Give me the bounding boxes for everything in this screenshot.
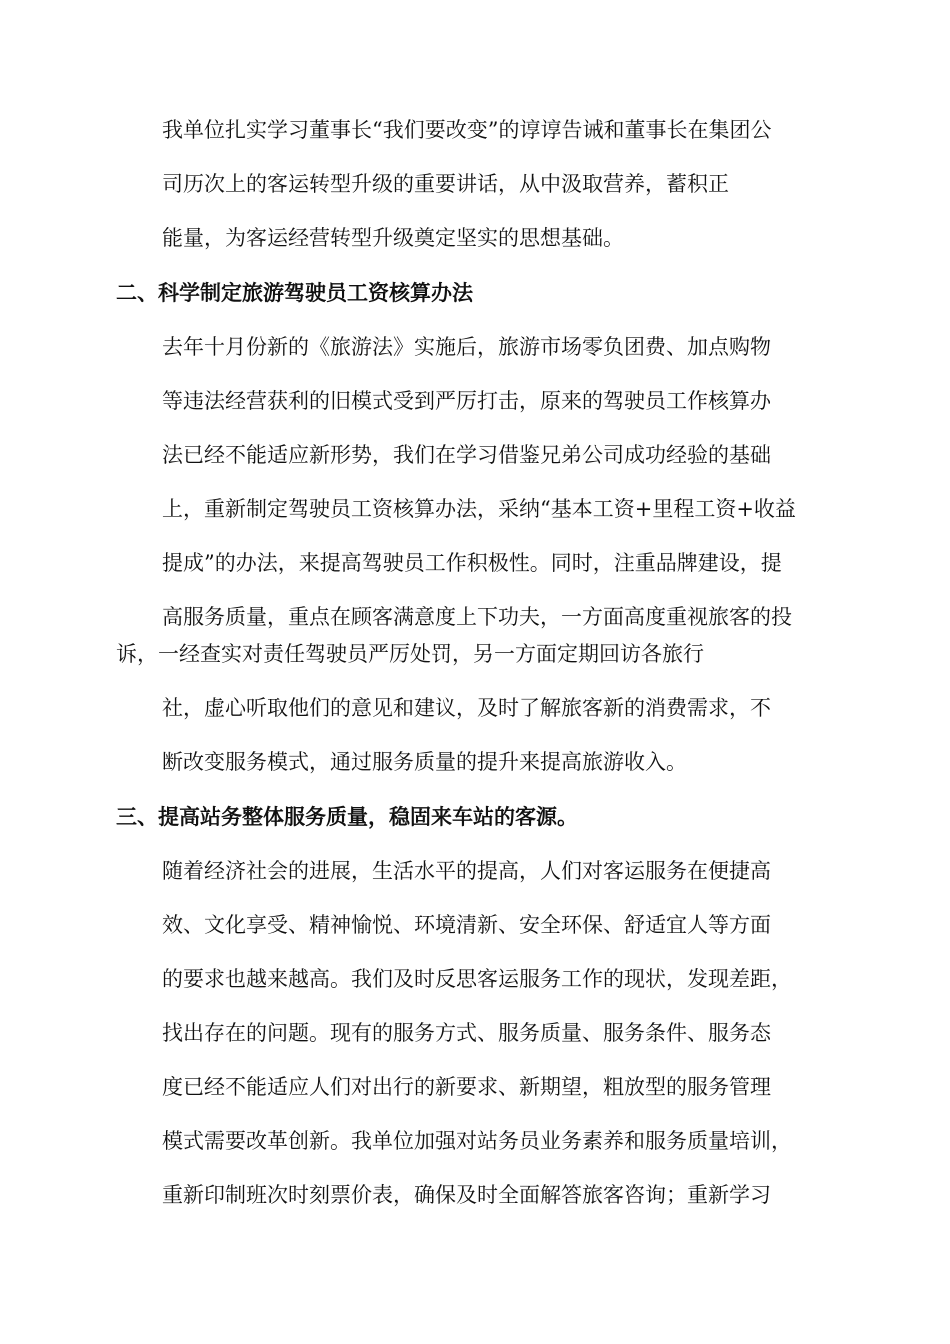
paragraph-line: 诉，一经查实对责任驾驶员严厉处罚，另一方面定期回访各旅行 [116, 642, 704, 666]
paragraph-line: 效、文化享受、精神愉悦、环境清新、安全环保、舒适宜人等方面 [162, 913, 771, 937]
paragraph-line: 法已经不能适应新形势，我们在学习借鉴兄弟公司成功经验的基础 [162, 443, 771, 467]
paragraph-line: 提成”的办法，来提高驾驶员工作积极性。同时，注重品牌建设，提 [162, 551, 782, 575]
section-heading: 三、提高站务整体服务质量，稳固来车站的客源。 [116, 805, 578, 829]
paragraph-line: 度已经不能适应人们对出行的新要求、新期望，粗放型的服务管理 [162, 1075, 771, 1099]
paragraph-line: 随着经济社会的进展，生活水平的提高，人们对客运服务在便捷高 [162, 859, 771, 883]
paragraph-line: 社，虚心听取他们的意见和建议，及时了解旅客新的消费需求，不 [162, 696, 771, 720]
paragraph-line: 去年十月份新的《旅游法》实施后，旅游市场零负团费、加点购物 [162, 335, 771, 359]
paragraph-line: 能量，为客运经营转型升级奠定坚实的思想基础。 [162, 226, 624, 250]
paragraph-line: 等违法经营获利的旧模式受到严厉打击，原来的驾驶员工作核算办 [162, 389, 771, 413]
paragraph-line: 上，重新制定驾驶员工资核算办法，采纳“基本工资+里程工资+收益 [162, 497, 796, 521]
paragraph-line: 找出存在的问题。现有的服务方式、服务质量、服务条件、服务态 [162, 1021, 771, 1045]
section-heading: 二、科学制定旅游驾驶员工资核算办法 [116, 281, 473, 305]
paragraph-line: 我单位扎实学习董事长“我们要改变”的谆谆告诫和董事长在集团公 [162, 118, 772, 142]
paragraph-line: 高服务质量，重点在顾客满意度上下功夫，一方面高度重视旅客的投 [162, 605, 792, 629]
paragraph-line: 模式需要改革创新。我单位加强对站务员业务素养和服务质量培训， [162, 1129, 792, 1153]
paragraph-line: 重新印制班次时刻票价表，确保及时全面解答旅客咨询；重新学习 [162, 1183, 771, 1207]
paragraph-line: 司历次上的客运转型升级的重要讲话，从中汲取营养，蓄积正 [162, 172, 729, 196]
paragraph-line: 的要求也越来越高。我们及时反思客运服务工作的现状，发现差距， [162, 967, 792, 991]
paragraph-line: 断改变服务模式，通过服务质量的提升来提高旅游收入。 [162, 750, 687, 774]
